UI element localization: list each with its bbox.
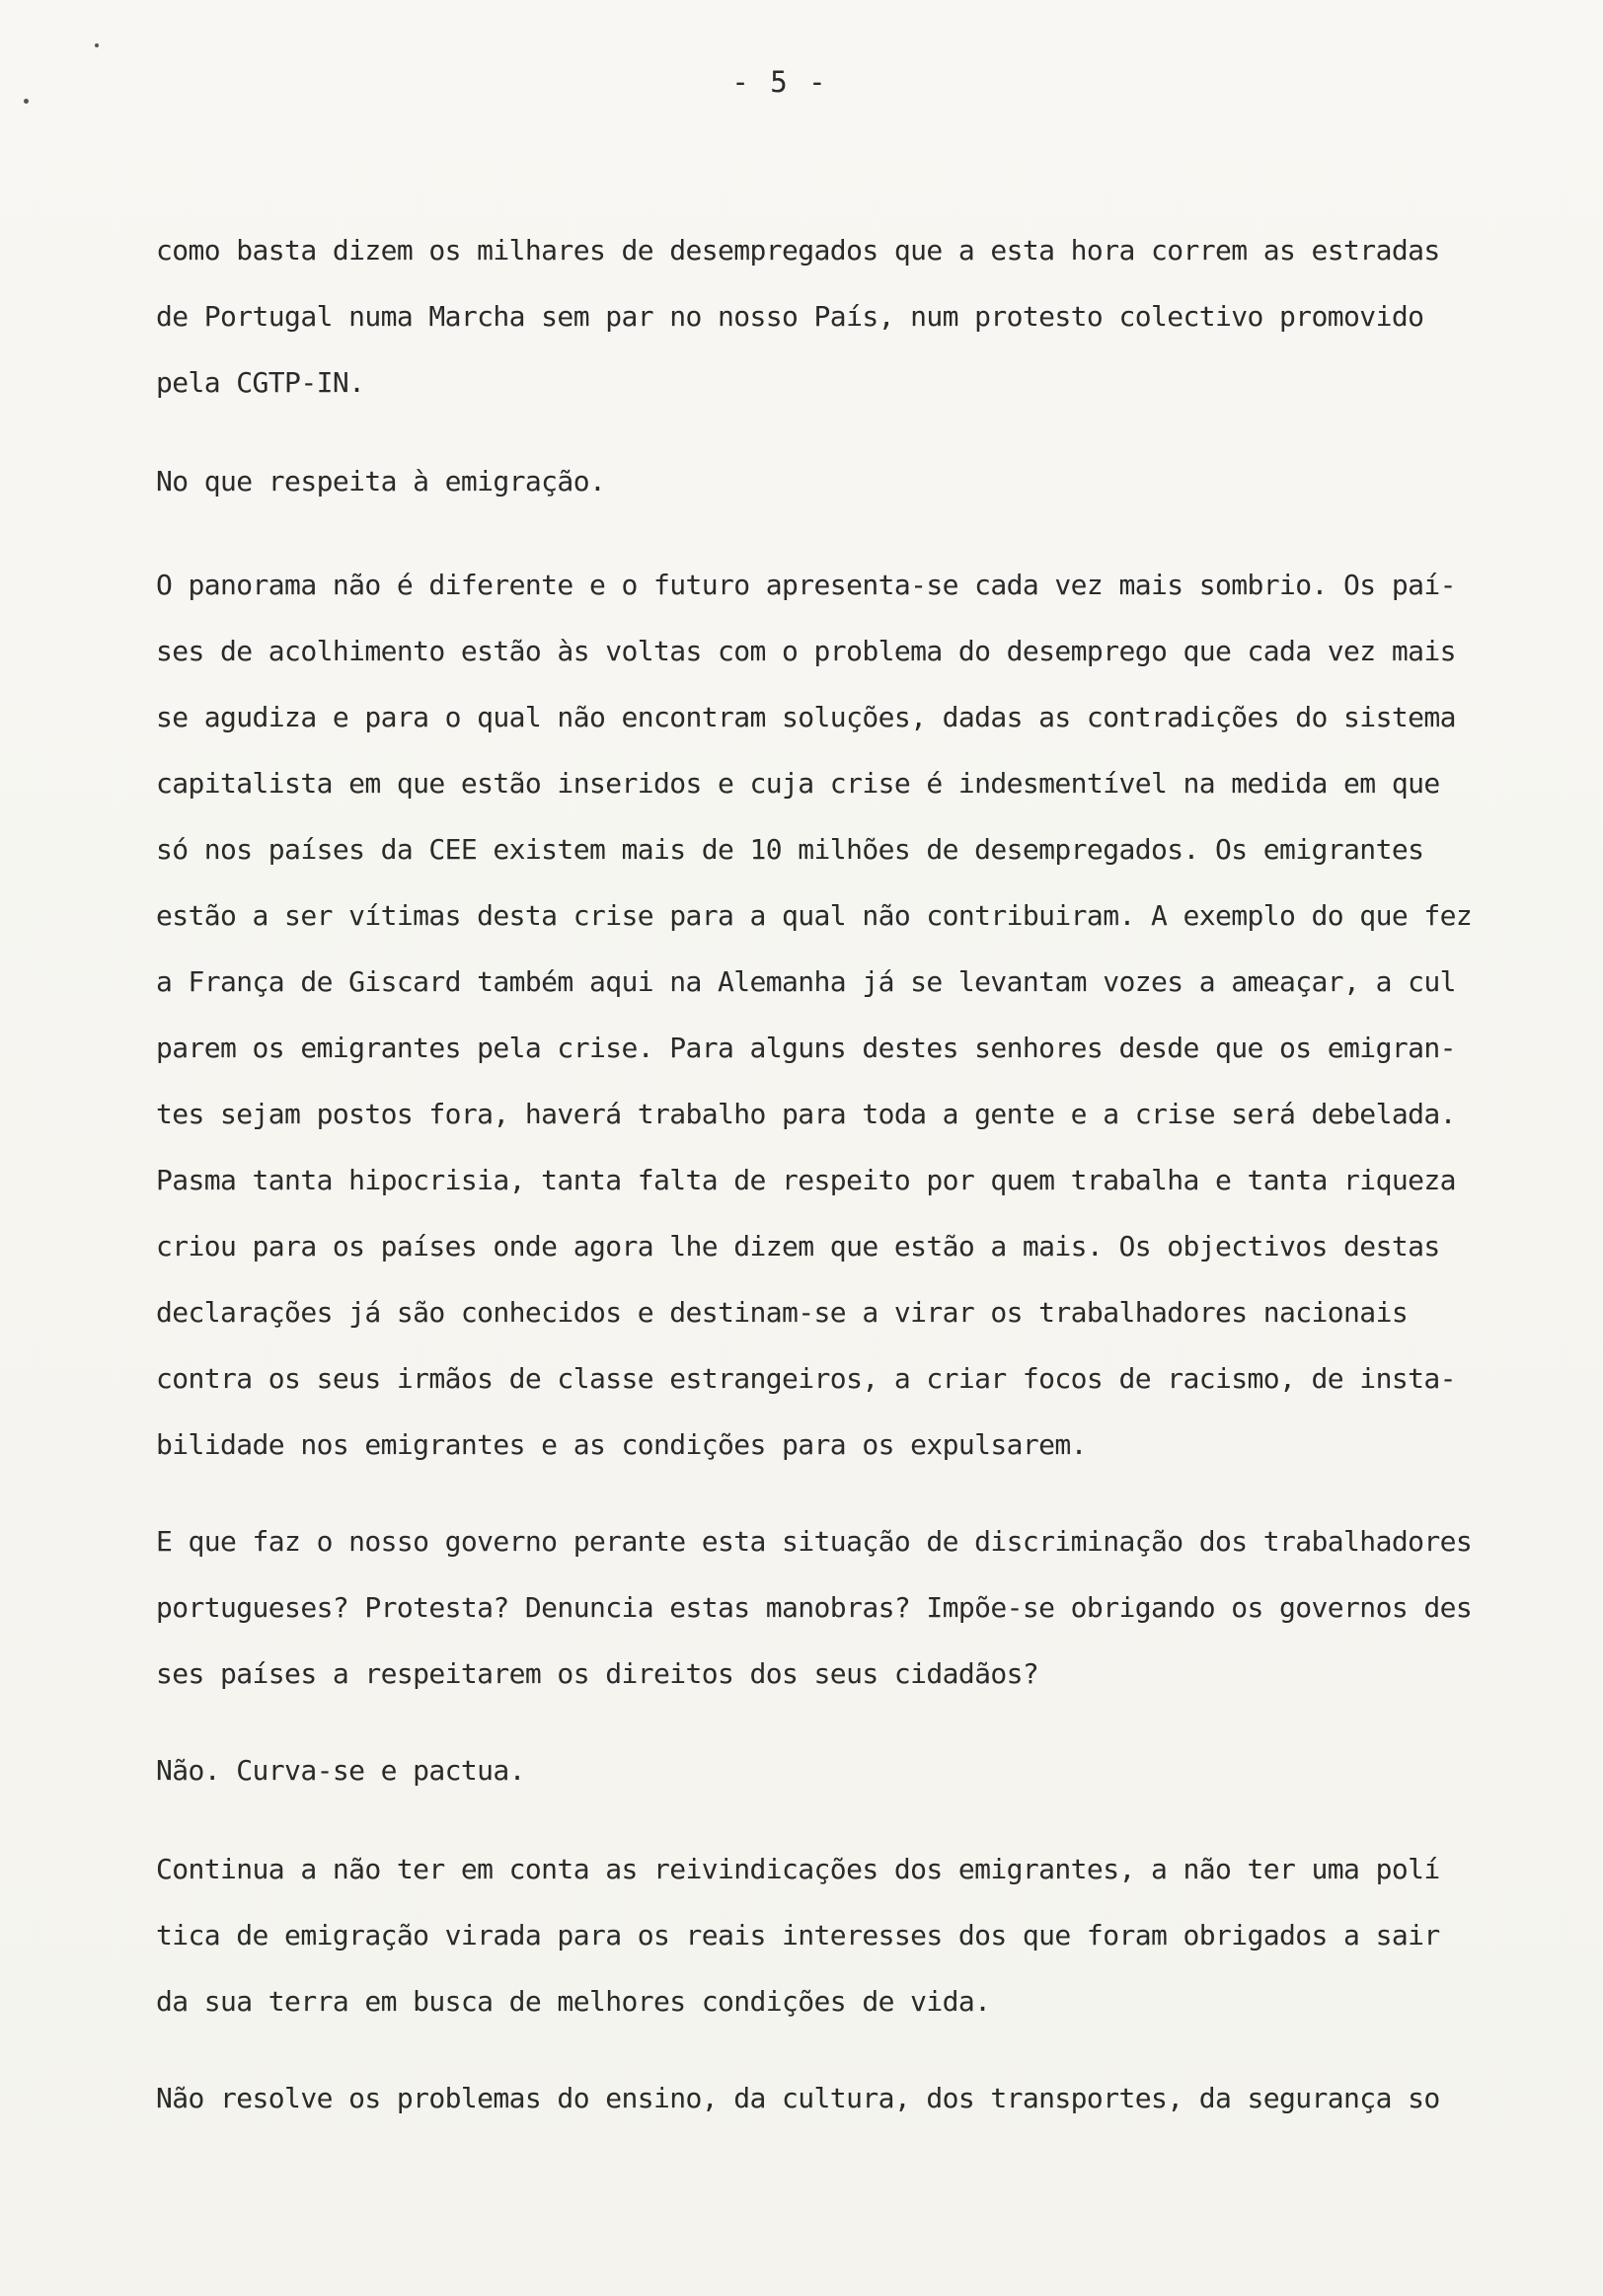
text-line: ses de acolhimento estão às voltas com o problema do desemprego que cada vez mais	[156, 635, 1456, 667]
text-line: Não resolve os problemas do ensino, da cultura, dos transportes, da segurança so	[156, 2082, 1440, 2114]
text-line: se agudiza e para o qual não encontram soluções, dadas as contradições do sistema	[156, 701, 1456, 733]
text-line: da sua terra em busca de melhores condições de vida.	[156, 1985, 991, 2018]
text-line: ses países a respeitarem os direitos dos seus cidadãos?	[156, 1657, 1039, 1690]
text-line: tica de emigração virada para os reais interesses dos que foram obrigados a sair	[156, 1919, 1440, 1952]
page-number: - 5 -	[731, 65, 828, 99]
text-line: contra os seus irmãos de classe estrangeiros, a criar focos de racismo, de insta-	[156, 1362, 1456, 1395]
paper-speck	[95, 43, 99, 47]
text-line: parem os emigrantes pela crise. Para alguns destes senhores desde que os emigran-	[156, 1032, 1456, 1064]
text-line: portugueses? Protesta? Denuncia estas manobras? Impõe-se obrigando os governos des	[156, 1591, 1473, 1624]
text-line: Não. Curva-se e pactua.	[156, 1754, 525, 1787]
text-line: pela CGTP-IN.	[156, 366, 365, 399]
text-line: como basta dizem os milhares de desempregados que a esta hora correm as estradas	[156, 234, 1440, 267]
text-line: a França de Giscard também aqui na Alemanha já se levantam vozes a ameaçar, a cul	[156, 965, 1456, 998]
text-line: só nos países da CEE existem mais de 10 milhões de desempregados. Os emigrantes	[156, 833, 1424, 866]
text-line: E que faz o nosso governo perante esta situação de discriminação dos trabalhadores	[156, 1525, 1473, 1558]
text-line: Continua a não ter em conta as reivindicações dos emigrantes, a não ter uma polí	[156, 1853, 1440, 1885]
text-line: Pasma tanta hipocrisia, tanta falta de respeito por quem trabalha e tanta riqueza	[156, 1164, 1456, 1196]
text-line: No que respeita à emigração.	[156, 465, 606, 497]
text-line: tes sejam postos fora, haverá trabalho para toda a gente e a crise será debelada.	[156, 1098, 1456, 1130]
paper-speck	[24, 99, 29, 104]
text-line: criou para os países onde agora lhe dizem que estão a mais. Os objectivos destas	[156, 1230, 1440, 1263]
text-line: O panorama não é diferente e o futuro apresenta-se cada vez mais sombrio. Os paí-	[156, 569, 1456, 601]
text-line: de Portugal numa Marcha sem par no nosso País, num protesto colectivo promovido	[156, 300, 1424, 333]
text-line: bilidade nos emigrantes e as condições para os expulsarem.	[156, 1428, 1087, 1461]
text-line: estão a ser vítimas desta crise para a qual não contribuiram. A exemplo do que fez	[156, 899, 1473, 932]
text-line: capitalista em que estão inseridos e cuja crise é indesmentível na medida em que	[156, 767, 1440, 800]
text-line: declarações já são conhecidos e destinam-se a virar os trabalhadores nacionais	[156, 1296, 1409, 1329]
